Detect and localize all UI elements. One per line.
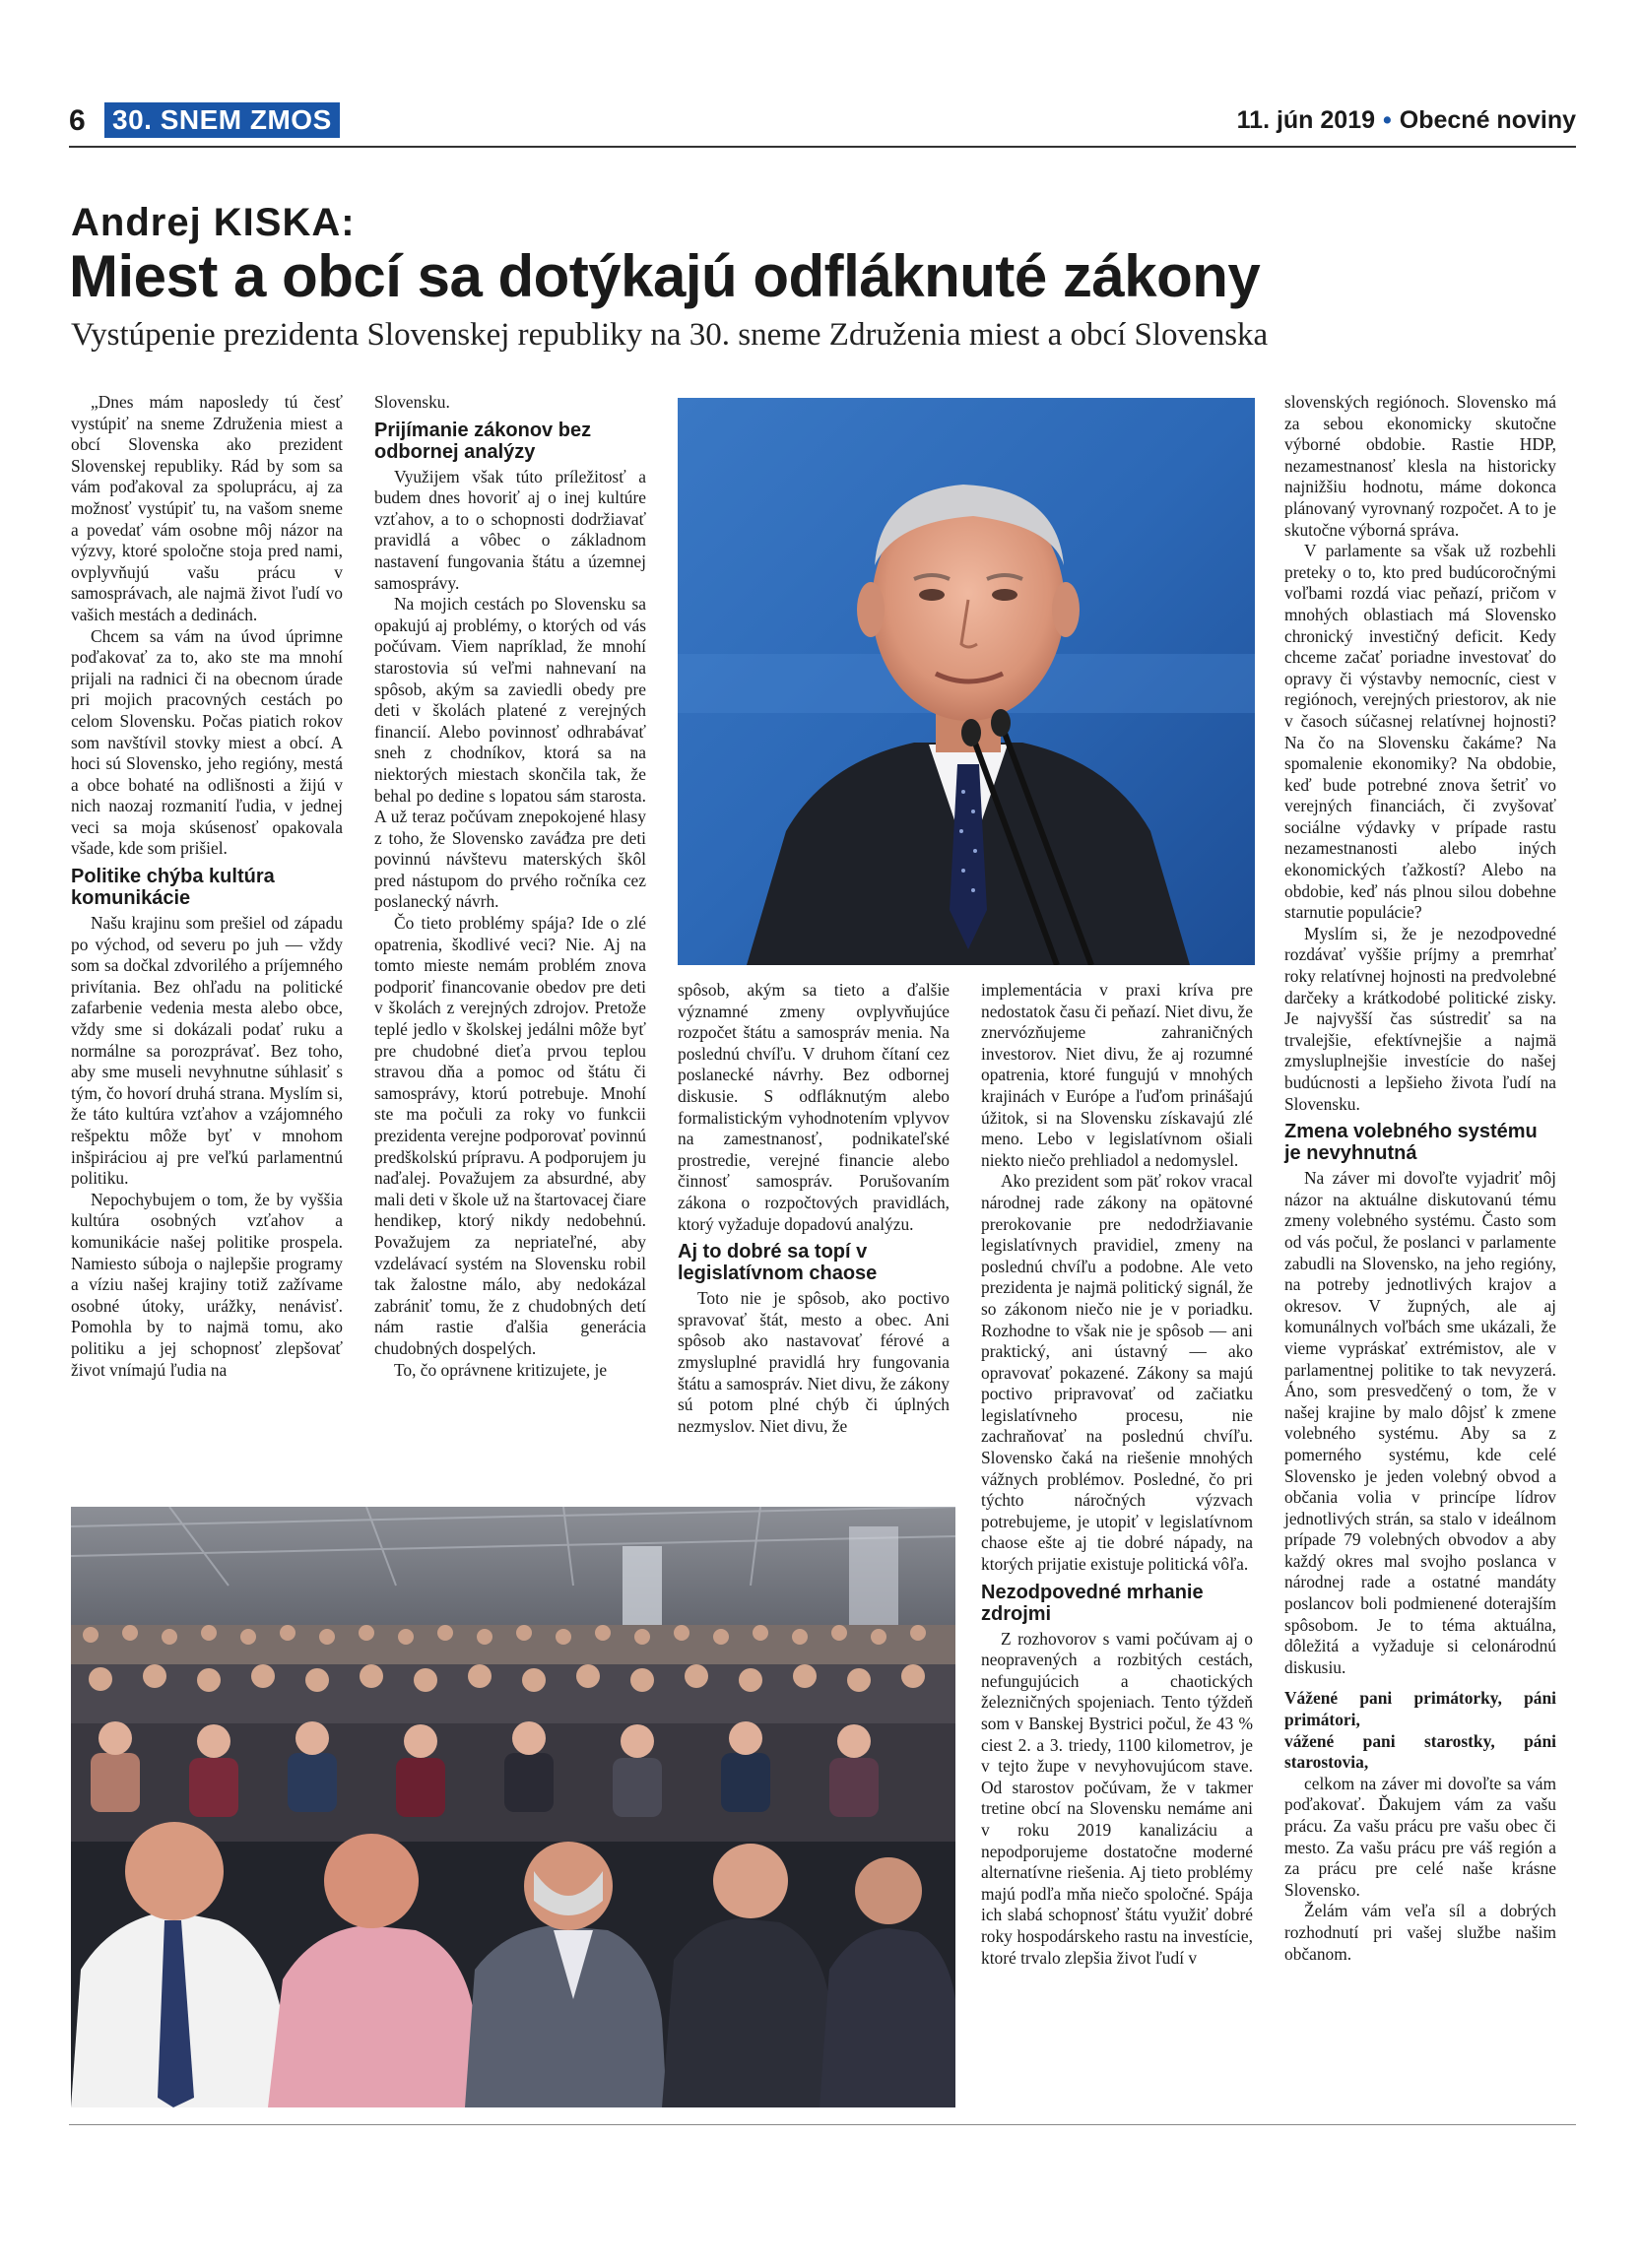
header-meta (1237, 106, 1576, 135)
section-heading: Politike chýba kultúra komunikácie (71, 866, 275, 910)
separator-dot: • (1383, 106, 1392, 134)
paragraph: To, čo oprávnene kritizujete, je (394, 1359, 608, 1380)
footer-rule (69, 2124, 1576, 2125)
salutation: vážené pani starostky, páni starostovia, (1284, 1730, 1556, 1773)
section-heading: Zmena volebného systému je nevyhnutná (1284, 1121, 1538, 1165)
paragraph: slovenských regiónoch. Slovensko má za sebou ekonomicky skutočne výborné obdobie. Rastie HDP, nezamestnanosť klesla na historicky najnižšiu hodnotu, máme dokonca plánovaný vyrovnaný rozpočet. A to je skutočne výborná správa. (1284, 392, 1556, 540)
section-heading: Prijímanie zákonov bez odbornej analýzy (374, 419, 592, 463)
paragraph: Na mojich cestách po Slovensku sa opakujú aj problémy, o ktorých od vás počúvam. Viem napríklad, že mnohí starostovia sú veľmi nahnevaní na spôsob, akým sa zaviedli obedy pre deti v školách platené z verejných financií. Alebo povinnosť odhrabávať sneh z chodníkov, ktorá sa na niektorých miestach skončila tak, že behal po dedine s lopatou sám starosta. A už teraz počúvam znepokojené hlasy z toho, že Slovensko zaváđza pre deti povinnú návštevu materských škôl pred nástupom do prvého ročníka cez poslanecký návrh. (374, 594, 646, 912)
paragraph: Čo tieto problémy spája? Ide o zlé opatrenia, škodlivé veci? Nie. Aj na tomto mieste nemám problém znova podporiť financovanie obedov pre deti v školách z verejných zdrojov. Pretože teplé jedlo v školskej jedálni môže byť pre chudobné dieťa prvou teplou stravou dňa a pomoc od štátu či samosprávy, ktorú potrebuje. Mnohí ste ma počuli za roky vo funkcii prezidenta verejne podporovať povinnú predškolskú prípravu. A podporujem ju naďalej. Považujem za absurdné, aby mali deti v škole už na štartovacej čiare hendikep, ktorý nikdy nedobehnú. Považujem za nepriateľné, aby vzdelávací systém na Slovensku robil tak žalostne málo, aby nedokázal zabrániť tomu, že z chudobných detí nám rastie ďalšia generácia chudobných dospelých. (374, 913, 646, 1358)
paragraph: Na záver mi dovoľte vyjadriť môj názor na aktuálne diskutovanú tému zmeny volebného systému. Často som od vás počul, že poslanci v parlamente zabudli na Slovensko, na jeho regióny, na potreby jednotlivých krajov a okresov. V župných, ale aj komunálnych voľbách sme ukázali, že vieme vypráskať extrémistov, ale v parlamentnej politike to tak nevyzerá. Áno, som presvedčený o tom, že v našej krajine by malo dôjsť k zmene volebného systému. Aby sa z pomerného systému, kde celé Slovensko je jeden volebný obvod a občania volia v princípe lídrov jednotlivých strán, sa stalo v ideálnom prípade 79 volebných obvodov a aby každý okres mal svojho poslanca v národnej rade a ostatné mandáty poslancov boli podmienené doterajším spôsobom. Je to téma aktuálna, dôležitá a vyžaduje si celonárodnú diskusiu. (1284, 1168, 1556, 1677)
paragraph: Našu krajinu som prešiel od západu po východ, od severu po juh — vždy som sa dočkal zdvorilého a príjemného privítania. Bez ohľadu na politické zafarbenie vedenia mesta alebo obce, vždy sme si dokázali podať ruku a normálne sa porozprávať. Bez toho, aby sme museli nevyhnutne súhlasiť s tým, čo hovorí druhá strana. Myslím si, že táto kultúra vzťahov a vzájomného rešpektu môže byť v mnohom inšpiráciou aj pre veľkú parlamentnú politiku. (71, 913, 343, 1189)
paragraph: „Dnes mám naposledy tú česť vystúpiť na sneme Združenia miest a obcí Slovenska ako prezident Slovenskej republiky. Rád by som sa vám poďakoval za spoluprácu, aj za možnosť vystúpiť tu, na vašom sneme a povedať vám osobne môj názor na výzvy, ktoré spoločne stoja pred nami, ovplyvňujú vašu prácu v samosprávach, ale najmä život ľudí vo vašich mestách a dedinách. (71, 392, 343, 624)
column-1 (71, 392, 343, 1381)
paragraph: Želám vám veľa síl a dobrých rozhodnutí pri vašej službe našim občanom. (1284, 1901, 1556, 1964)
article-title: Miest a obcí sa dotýkajú odfláknuté zákony (69, 243, 1261, 309)
paragraph: spôsob, akým sa tieto a ďalšie významné zmeny ovplyvňujúce rozpočet štátu a samospráv menia. Na poslednú chvíľu. V druhom čítaní cez poslanecké návrhy. Bez odbornej diskusie. S odfláknutým alebo formalistickým vyhodnotením vplyvov na zamestnanosť, podnikateľské prostredie, verejné financie alebo činnosť samospráv. Porušovaním zákona o rozpočtových pravidlách, ktorý vyžaduje dopadovú analýzu. (678, 980, 950, 1234)
paragraph: Využijem však túto príležitosť a budem dnes hovoriť aj o inej kultúre vzťahov, a to o schopnosti dodržiavať pravidlá a vôbec o základnom nastavení fungovania štátu a územnej samosprávy. (374, 466, 646, 593)
article-kicker: Andrej KISKA: (71, 201, 356, 244)
article-subtitle: Vystúpenie prezidenta Slovenskej republiky na 30. sneme Združenia miest a obcí Slovenska (71, 317, 1269, 353)
audience-photo (71, 1507, 955, 2107)
paragraph: Z rozhovorov s vami počúvam aj o neopravených a rozbitých cestách, nefungujúcich a chaotických železničných spojeniach. Tento týždeň som v Banskej Bystrici počul, že 43 % ciest 2. a 3. triedy, 1100 kilometrov, je v tejto župe v nevyhovujúcom stave. Od starostov počúvam, že v takmer tretine obcí na Slovensku nemáme ani v roku 2019 kanalizáciu a nepodporujeme dostatočne moderné alternatívne riešenia. Aj tieto problémy majú podľa mňa niečo spoločné. Spája ich slabá schopnosť štátu využiť dobré roky hospodárskeho rastu na investície, ktoré trvalo zlepšia život ľudí v (981, 1628, 1253, 1968)
paragraph: Chcem sa vám na úvod úprimne poďakovať za to, ako ste ma mnohí prijali na radnici či na obecnom úrade pri mojich pracovných cestách po celom Slovensku. Počas piatich rokov som navštívil stovky miest a obcí. A hoci sú Slovensko, jeho regióny, mestá a obce bohaté na odlišnosti a žijú v nich naozaj rozmanití ľudia, v jednej veci sa moja skúsenosť opakovala všade, kde som prišiel. (71, 625, 343, 859)
speaker-photo (678, 398, 1255, 965)
issue-date: 11. jún 2019 (1236, 106, 1376, 134)
section-heading: Aj to dobré sa topí v legislatívnom chaose (678, 1241, 878, 1285)
page-header (69, 102, 1576, 142)
paragraph: Myslím si, že je nezodpovedné rozdávať vyššie príjmy a premrhať roky relatívnej hojnosti na predvolebné darčeky a krátkodobé politické zisky. Je najvyšší čas sústrediť sa na trvalejšie, efektívnejšie a najmä zmysluplnejšie investície do našej budúcnosti a lepšieho života ľudí na Slovensku. (1284, 923, 1556, 1114)
paragraph: Slovensku. (374, 392, 450, 412)
page-number: 6 (69, 104, 86, 137)
paragraph: implementácia v praxi kríva pre nedostatok času či peňazí. Niet divu, že znervózňujeme zahraničných investorov. Niet divu, že aj rozumné opatrenia, ktoré fungujú v mnohých krajinách v Európe a ľuďom prinášajú úžitok, si na Slovensku získavajú zlé meno. Lebo v legislatívnom ošiali niekto niečo prehliadol a nedomyslel. (981, 980, 1253, 1170)
salutation: Vážené pani primátorky, páni primátori, (1284, 1688, 1556, 1730)
paragraph: Nepochybujem o tom, že by vyššia kultúra osobných vzťahov a komunikácie našej politike prospela. Namiesto súboja o najlepšie programy a víziu našej krajiny totiž zažívame osobné útoky, urážky, nenávisť. Pomohla by to najmä tomu, ako politiku a jej schopnosť zlepšovať život vnímajú ľudia na (71, 1189, 343, 1380)
paragraph: Toto nie je spôsob, ako poctivo spravovať štát, mesto a obec. Ani spôsob ako nastavovať férové a zmysluplné pravidlá hry fungovania štátu a samospráv. Niet divu, že zákony sú potom plné chýb či úplných nezmyslov. Niet divu, že (678, 1288, 950, 1436)
paragraph: Ako prezident som päť rokov vracal národnej rade zákony na opätovné prerokovanie pre nedodržiavanie legislatívnych pravidiel, zmeny na poslednú chvíľu a podobne. Ale veto prezidenta je najmä politický signál, že so zákonom niečo nie je v poriadku. Rozhodne to však nie je spôsob — ani praktický, ani ústavný — ako opravovať pokazené. Zákony sa majú poctivo pripravovať od začiatku legislatívneho procesu, nie zachraňovať na poslednú chvíľu. Slovensko čaká na riešenie mnohých vážnych problémov. Posledné, čo pri týchto náročných výzvach potrebujeme, je utopiť v legislatívnom chaose ešte aj tie dobré nápady, na ktorých prijatie existuje politická vôľa. (981, 1171, 1253, 1575)
publication-name: Obecné noviny (1399, 106, 1576, 134)
section-heading: Nezodpovedné mrhanie zdrojmi (981, 1581, 1204, 1625)
column-4 (981, 980, 1253, 1969)
column-2 (374, 392, 646, 1381)
column-3 (678, 980, 950, 1437)
section-tag: 30. SNEM ZMOS (104, 102, 340, 138)
header-rule (69, 146, 1576, 148)
paragraph: V parlamente sa však už rozbehli preteky o to, kto pred budúcoročnými voľbami rozdá viac peňazí, pričom v mnohých oblastiach má Slovensko chronický investičný deficit. Kedy chceme začať poriadne investovať do opravy či výstavby nemocníc, ciest v regiónoch, verejných priestorov, ak nie v časoch súčasnej relatívnej hojnosti? Na čo na Slovensku čakáme? Na spomalenie ekonomiky? Na obdobie, keď bude potrebné znova šetriť vo verejných financiách, či zvyšovať sociálne výdavky v prípade rastu nezamestnanosti alebo iných ekonomických ťažkostí? Alebo na obdobie, keď nás plnou silou dobehne starnutie populácie? (1284, 541, 1556, 923)
paragraph: celkom na záver mi dovoľte sa vám poďakovať. Ďakujem vám za vašu prácu. Za vašu prácu pre vašu obec či mesto. Za vašu prácu pre váš región a za prácu pre celé naše krásne Slovensko. (1284, 1773, 1556, 1900)
column-5 (1284, 392, 1556, 1965)
